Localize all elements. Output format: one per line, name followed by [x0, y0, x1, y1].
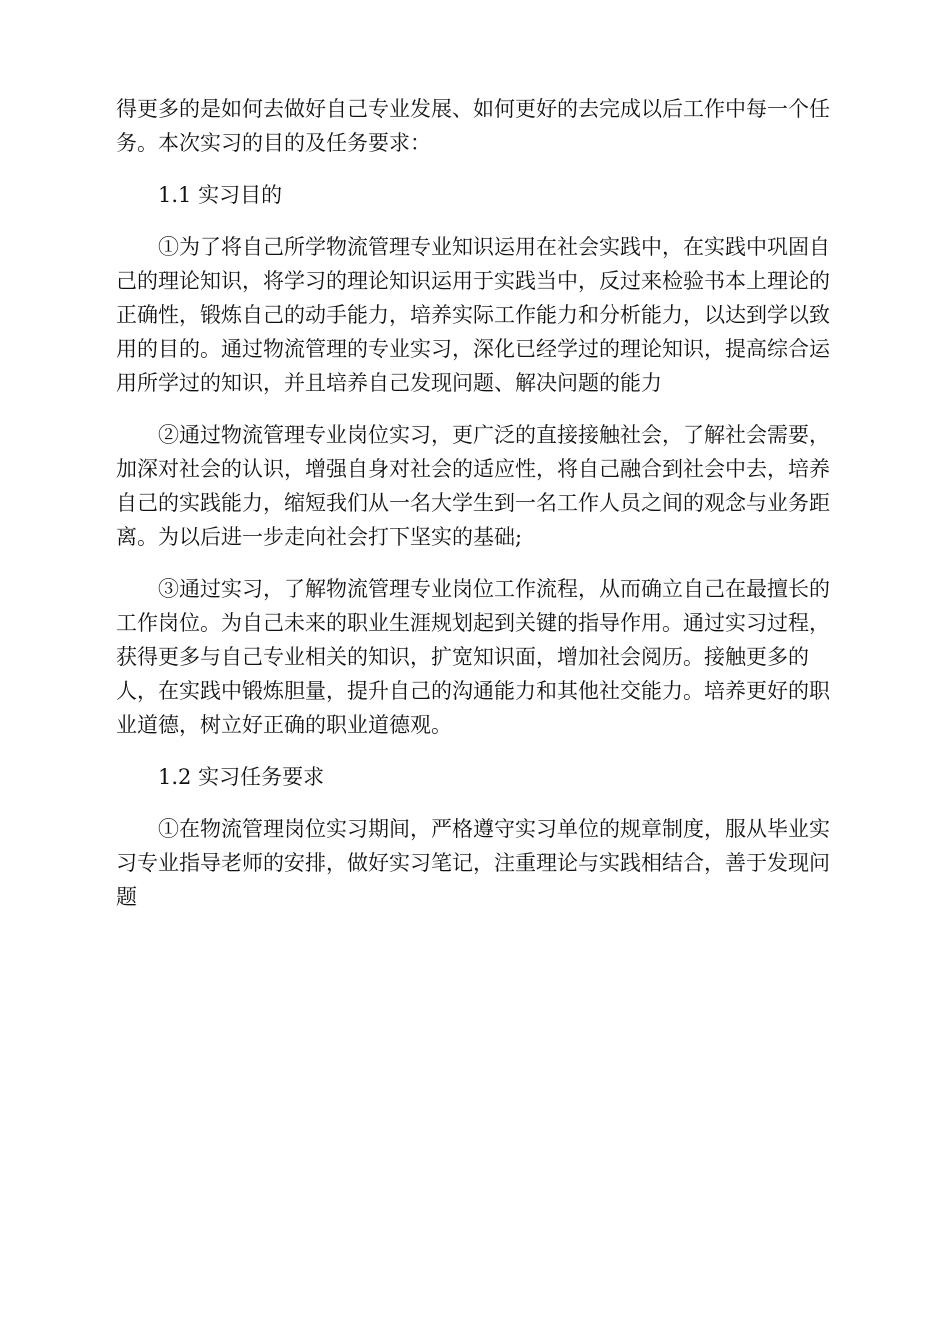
- document-body: [116, 92, 836, 932]
- purpose-paragraph-1: ①为了将自己所学物流管理专业知识运用在社会实践中，在实践中巩固自己的理论知识，将学习的理论知识运用于实践当中，反过来检验书本上理论的正确性，锻炼自己的动手能力，培养实际工作能力和分析能力，以达到学以致用的目的。通过物流管理的专业实习，深化已经学过的理论知识，提高综合运用所学过的知识，并且培养自己发现问题、解决问题的能力: [116, 235, 830, 395]
- purpose-paragraph-2: ②通过物流管理专业岗位实习，更广泛的直接接触社会，了解社会需要，加深对社会的认识，增强自身对社会的适应性，将自己融合到社会中去，培养自己的实践能力，缩短我们从一名大学生到一名工作人员之间的观念与业务距离。为以后进一步走向社会打下坚实的基础;: [116, 423, 830, 549]
- body-paragraph-continuation: 得更多的是如何去做好自己专业发展、如何更好的去完成以后工作中每一个任务。本次实习的目的及任务要求：: [116, 97, 830, 155]
- task-requirement-paragraph-1: ①在物流管理岗位实习期间，严格遵守实习单位的规章制度，服从毕业实习专业指导老师的安排，做好实习笔记，注重理论与实践相结合，善于发现问题: [116, 817, 830, 909]
- section-heading-1-1: 1.1 实习目的: [158, 183, 283, 207]
- purpose-paragraph-3: ③通过实习，了解物流管理专业岗位工作流程，从而确立自己在最擅长的工作岗位。为自己未来的职业生涯规划起到关键的指导作用。通过实习过程，获得更多与自己专业相关的知识，扩宽知识面，增加社会阅历。接触更多的人，在实践中锻炼胆量，提升自己的沟通能力和其他社交能力。培养更好的职业道德，树立好正确的职业道德观。: [116, 577, 830, 737]
- section-heading-1-2: 1.2 实习任务要求: [158, 765, 325, 789]
